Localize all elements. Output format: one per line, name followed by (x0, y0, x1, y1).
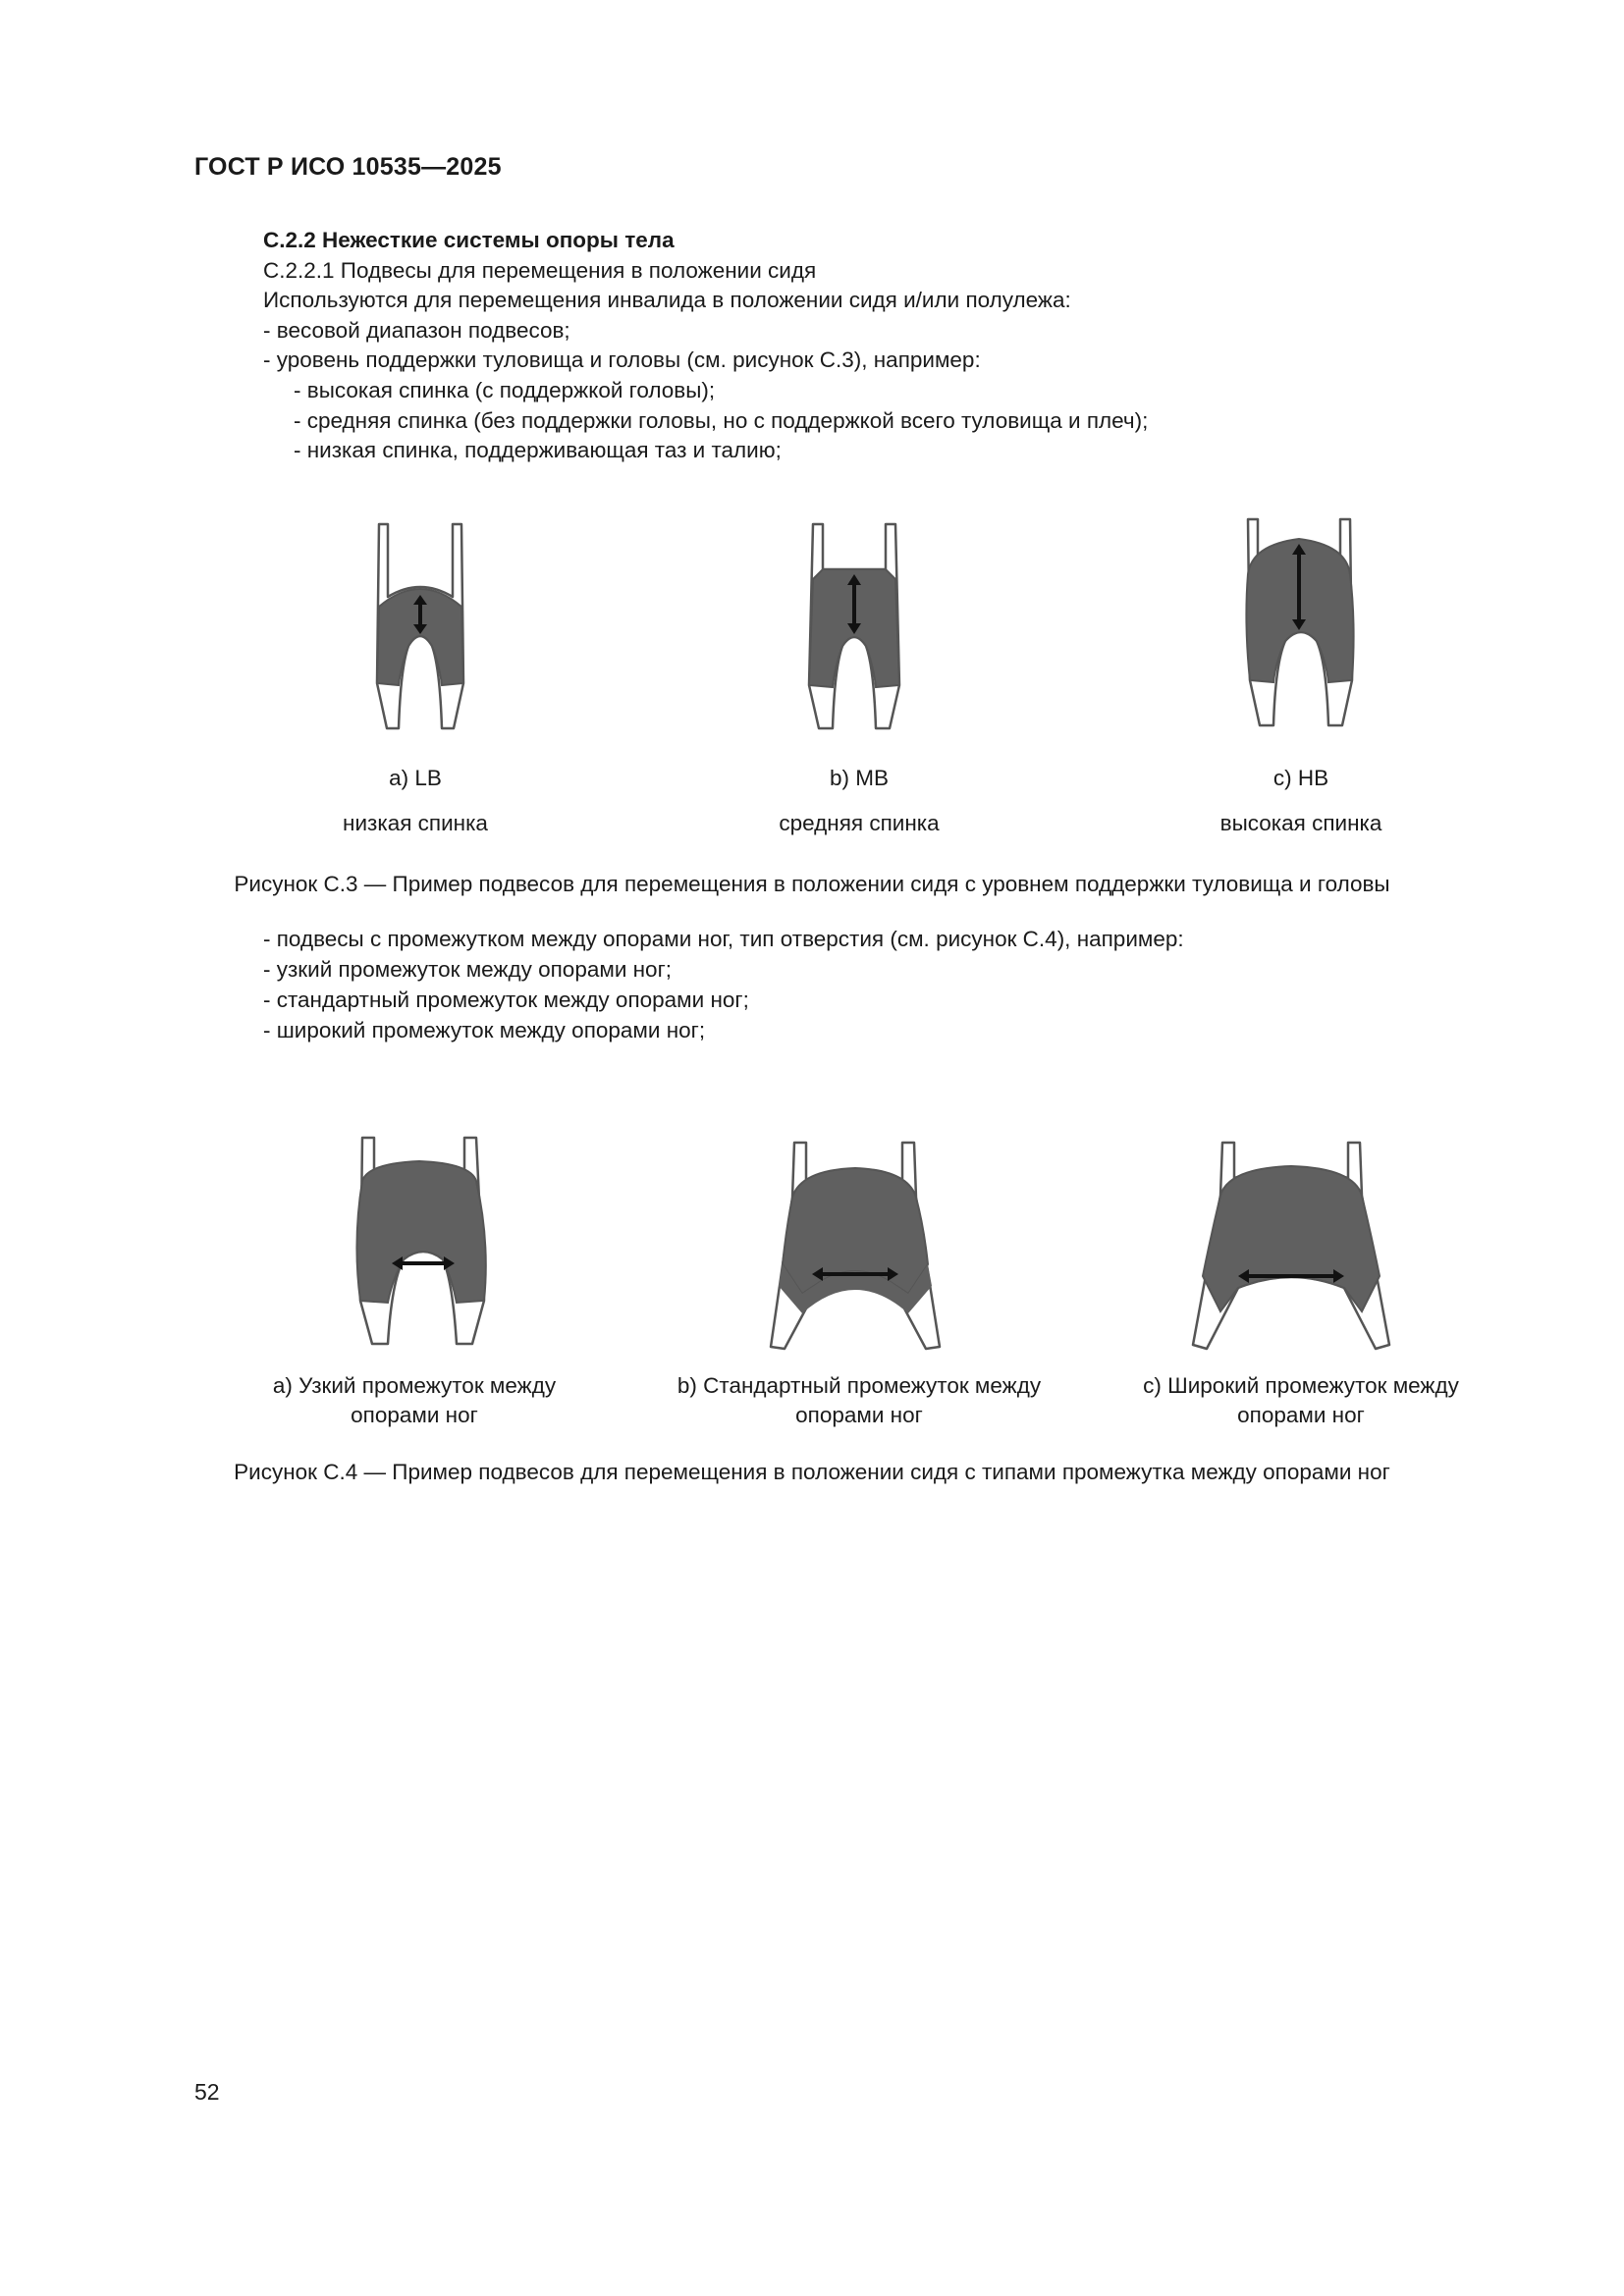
sub-bullet-item: - низкая спинка, поддерживающая таз и талию; (294, 438, 782, 463)
document-header: ГОСТ Р ИСО 10535—2025 (194, 153, 502, 181)
figure-c4-label-c-line1: c) Широкий промежуток между (1143, 1373, 1459, 1398)
figure-c4-label-c-line2: опорами ног (1237, 1403, 1365, 1427)
bullet-item: - уровень поддержки туловища и головы (см. рисунок С.3), например: (263, 347, 981, 373)
figure-c4-label-a-line1: a) Узкий промежуток между (272, 1373, 557, 1398)
bullet-item: - весовой диапазон подвесов; (263, 317, 570, 343)
bullet-item: - широкий промежуток между опорами ног; (263, 1018, 706, 1042)
figure-c3-desc-c: высокая спинка (1219, 811, 1382, 835)
figure-c4-caption: Рисунок С.4 — Пример подвесов для перемещения в положении сидя с типами промежутка между опорами ног (234, 1460, 1390, 1484)
bullet-item: - подвесы с промежутком между опорами ног, тип отверстия (см. рисунок С.4), например: (263, 927, 1184, 951)
figure-c3-label-c: c) HB (1272, 766, 1329, 790)
figure-c4-label-b-line2: опорами ног (795, 1403, 923, 1427)
page-number: 52 (194, 2079, 220, 2105)
section-intro: Используются для перемещения инвалида в положении сидя и/или полулежа: (263, 288, 1071, 313)
bullet-item: - стандартный промежуток между опорами ног; (263, 988, 749, 1012)
figure-c3-label-b: b) MB (829, 766, 889, 790)
sling-standard-gap-illustration (761, 1139, 947, 1357)
sling-lb-illustration (371, 520, 479, 736)
figure-c4-label-b-line1: b) Стандартный промежуток между (677, 1373, 1042, 1398)
bullet-item: - узкий промежуток между опорами ног; (263, 957, 673, 982)
sling-hb-illustration (1242, 515, 1360, 731)
sling-wide-gap-illustration (1183, 1139, 1399, 1357)
sling-narrow-gap-illustration (349, 1134, 496, 1352)
figure-c3-desc-a: низкая спинка (343, 811, 488, 835)
sub-bullet-item: - средняя спинка (без поддержки головы, но с поддержкой всего туловища и плеч); (294, 407, 1149, 433)
figure-c3-label-a: a) LB (389, 766, 442, 790)
figure-c3-desc-b: средняя спинка (779, 811, 940, 835)
figure-c3-caption: Рисунок С.3 — Пример подвесов для перемещения в положении сидя с уровнем поддержки туловища и головы (234, 872, 1390, 896)
section2-text (263, 924, 1184, 1045)
section-subheading: С.2.2.1 Подвесы для перемещения в положении сидя (263, 257, 817, 283)
section-text (263, 226, 1148, 466)
sub-bullet-item: - высокая спинка (с поддержкой головы); (294, 377, 716, 402)
sling-mb-illustration (805, 520, 913, 736)
section-heading: С.2.2 Нежесткие системы опоры тела (263, 228, 675, 252)
figure-c4-label-a-line2: опорами ног (351, 1403, 478, 1427)
